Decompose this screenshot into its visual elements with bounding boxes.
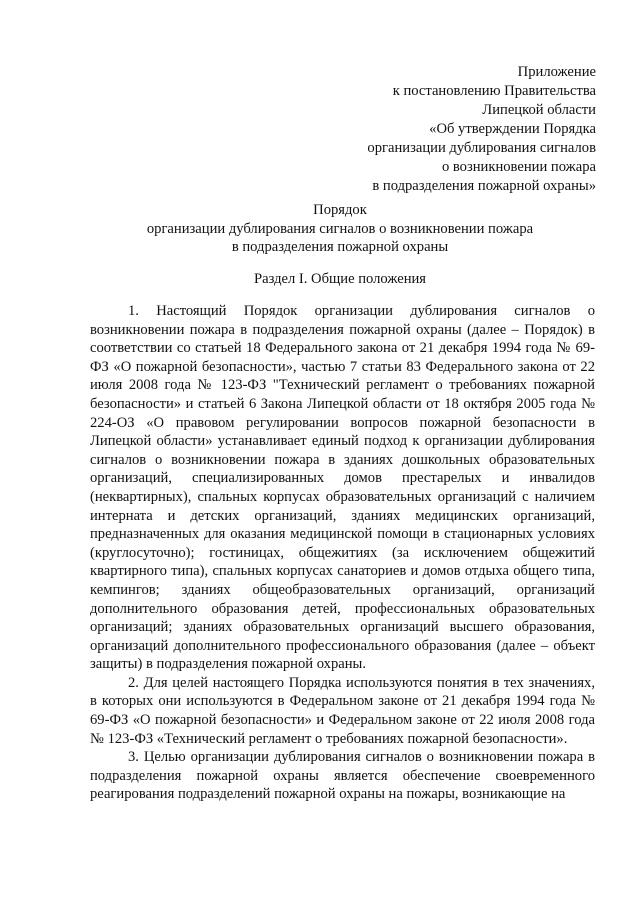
- body-text: [90, 302, 595, 804]
- appendix-line: Липецкой области: [482, 102, 596, 118]
- appendix-line: к постановлению Правительства: [392, 83, 596, 99]
- appendix-block: [266, 63, 596, 196]
- document-subtitle-line: организации дублирования сигналов о возникновении пожара: [146, 220, 534, 237]
- document-title: Порядок: [313, 202, 367, 218]
- paragraph: 2. Для целей настоящего Порядка используются понятия в тех значениях, в которых они используются в Федеральном законе от 21 декабря 1994 года № 69-ФЗ «О пожарной безопасности» и Федеральном законе от 22 июля 2008 года № 123-ФЗ «Технический регламент о требованиях пожарной безопасности».: [90, 674, 595, 747]
- appendix-line: в подразделения пожарной охраны»: [372, 178, 596, 194]
- appendix-line: о возникновении пожара: [441, 159, 596, 175]
- appendix-line: организации дублирования сигналов: [367, 140, 596, 156]
- section-heading: Раздел I. Общие положения: [253, 271, 427, 287]
- document-subtitle-line: в подразделения пожарной охраны: [231, 239, 449, 255]
- appendix-line: Приложение: [517, 64, 596, 80]
- paragraph: 3. Целью организации дублирования сигналов о возникновении пожара в подразделения пожарной охраны является обеспечение своевременного реагирования подразделений пожарной охраны на пожары, возникающие на: [90, 749, 595, 803]
- appendix-line: «Об утверждении Порядка: [429, 121, 596, 137]
- paragraph: 1. Настоящий Порядок организации дублирования сигналов о возникновении пожара в подразделения пожарной охраны (далее – Порядок) в соответствии со статьей 18 Федерального закона от 21 декабря 1994 года № 69-ФЗ «О пожарной безопасности», частью 7 статьи 83 Федерального закона от 22 июля 2008 года № 123-ФЗ "Технический регламент о требованиях пожарной безопасности» и статьей 6 Закона Липецкой области от 18 октября 2005 года № 224-ОЗ «О правовом регулировании вопросов пожарной безопасности в Липецкой области» устанавливает единый подход к организации дублирования сигналов о возникновении пожара в зданиях дошкольных образовательных организаций, специализированных домов престарелых и инвалидов (неквартирных), спальных корпусах образовательных организаций с наличием интерната и детских организаций, зданиях медицинских организаций, предназначенных для оказания медицинской помощи в стационарных условиях (круглосуточно); гостиницах, общежитиях (за исключением общежитий квартирного типа), спальных корпусах санаториев и домов отдыха общего типа, кемпингов; зданиях общеобразовательных организаций, организаций дополнительного образования детей, профессиональных образовательных организаций; зданиях образовательных организаций высшего образования, организаций дополнительного профессионального образования (далее – объект защиты) в подразделения пожарной охраны.: [90, 303, 595, 673]
- document-title-block: [90, 201, 590, 257]
